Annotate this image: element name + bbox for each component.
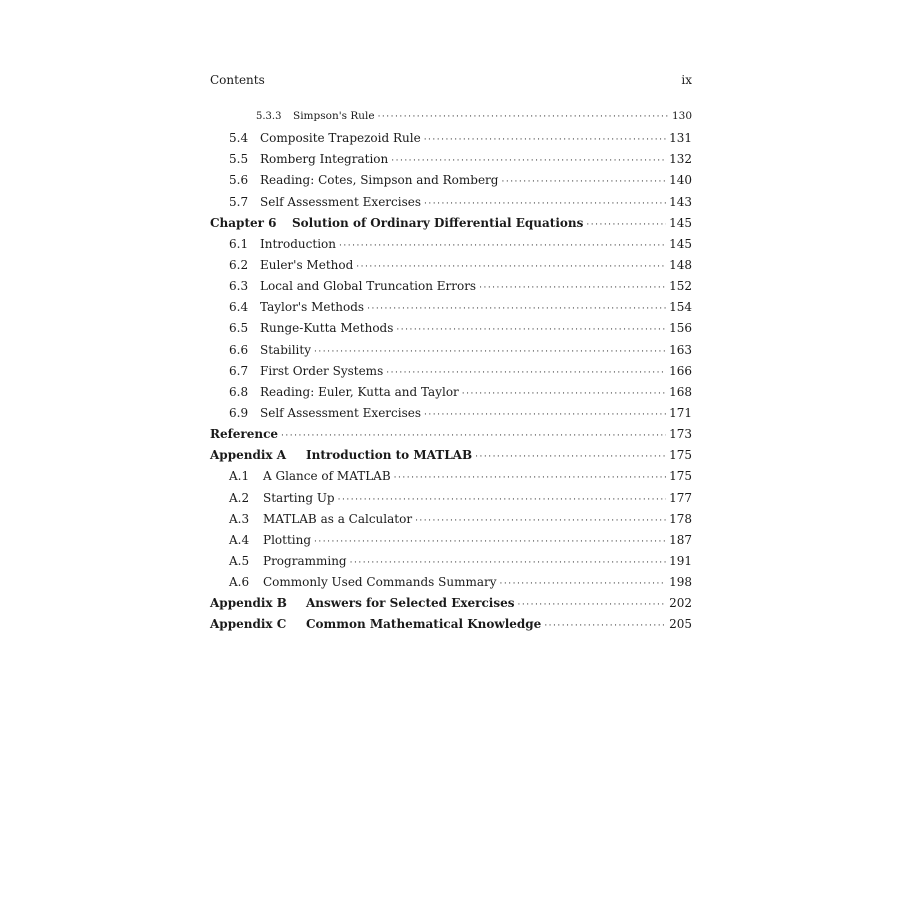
toc-entry-number: Appendix C: [210, 617, 287, 632]
toc-entry-title: Stability: [260, 342, 311, 357]
toc-entry-title: Taylor's Methods: [260, 300, 365, 315]
toc-entry-number: 6.6: [229, 342, 249, 357]
toc-entry-title: Common Mathematical Knowledge: [306, 617, 542, 632]
toc-entry-page-number: 177: [669, 490, 692, 505]
dot-leader: [479, 283, 666, 293]
toc-entry-page-number: 166: [669, 363, 692, 378]
toc-entry-page-number: 156: [669, 321, 692, 336]
toc-entry-title: Runge-Kutta Methods: [260, 321, 394, 336]
dot-leader: [391, 156, 666, 166]
toc-entry-title: Answers for Selected Exercises: [306, 596, 515, 611]
toc-entry[interactable]: [210, 364, 692, 385]
toc-entry-page-number: 202: [669, 596, 692, 611]
toc-entry-title: Introduction: [260, 236, 336, 251]
toc-entry-page-number: 154: [669, 300, 692, 315]
document-page: [210, 0, 692, 900]
toc-entry-page-number: 130: [671, 110, 692, 122]
toc-entry-number: 6.2: [229, 257, 249, 272]
dot-leader: [424, 199, 666, 209]
toc-entry[interactable]: [210, 596, 692, 617]
toc-entry-title: Simpson's Rule: [293, 110, 375, 122]
toc-entry[interactable]: [210, 533, 692, 554]
toc-entry-number: 6.1: [229, 236, 249, 251]
toc-entry[interactable]: [210, 321, 692, 342]
toc-entry-page-number: 143: [669, 194, 692, 209]
dot-leader: [415, 516, 666, 526]
toc-entry-title: Reading: Euler, Kutta and Taylor: [260, 384, 459, 399]
toc-entry-title: Starting Up: [263, 490, 335, 505]
dot-leader: [586, 220, 666, 230]
dot-leader: [356, 262, 666, 272]
table-of-contents: [210, 110, 692, 639]
toc-entry-number: A.5: [229, 553, 250, 568]
toc-entry-number: 5.7: [229, 194, 249, 209]
toc-entry-title: Reading: Cotes, Simpson and Romberg: [260, 173, 499, 188]
dot-leader: [544, 621, 666, 631]
toc-entry[interactable]: [210, 385, 692, 406]
toc-entry-title: First Order Systems: [260, 363, 384, 378]
toc-entry[interactable]: [210, 300, 692, 321]
running-header: [210, 71, 692, 89]
toc-entry-page-number: 163: [669, 342, 692, 357]
toc-entry-number: 6.4: [229, 300, 249, 315]
toc-entry-page-number: 198: [669, 575, 692, 590]
toc-entry-title: Romberg Integration: [260, 152, 389, 167]
dot-leader: [394, 473, 666, 483]
dot-leader: [501, 177, 666, 187]
toc-entry-title: MATLAB as a Calculator: [263, 511, 413, 526]
toc-entry[interactable]: [210, 575, 692, 596]
toc-entry[interactable]: [210, 195, 692, 216]
toc-entry[interactable]: [210, 258, 692, 279]
toc-entry-number: A.4: [229, 532, 250, 547]
toc-entry[interactable]: [210, 131, 692, 152]
toc-entry-page-number: 173: [669, 427, 692, 442]
toc-entry-page-number: 191: [669, 553, 692, 568]
toc-entry-number: A.6: [229, 575, 250, 590]
toc-entry-title: Composite Trapezoid Rule: [260, 131, 421, 146]
dot-leader: [475, 452, 666, 462]
dot-leader: [424, 135, 666, 145]
dot-leader: [518, 600, 667, 610]
toc-entry-number: A.2: [229, 490, 250, 505]
toc-entry-page-number: 145: [669, 236, 692, 251]
toc-entry-title: Reference: [210, 427, 279, 442]
toc-entry-title: Euler's Method: [260, 257, 354, 272]
toc-entry[interactable]: [210, 427, 692, 448]
toc-entry-title: Plotting: [263, 532, 312, 547]
toc-entry-title: Introduction to MATLAB: [306, 448, 473, 463]
toc-entry[interactable]: [210, 406, 692, 427]
toc-entry-title: Solution of Ordinary Differential Equations: [292, 215, 584, 230]
dot-leader: [378, 112, 669, 122]
toc-entry-number: 5.6: [229, 173, 249, 188]
toc-entry[interactable]: [210, 173, 692, 194]
toc-entry[interactable]: [210, 237, 692, 258]
toc-entry-number: Appendix B: [210, 596, 287, 611]
toc-entry[interactable]: [210, 469, 692, 490]
toc-entry-title: Self Assessment Exercises: [260, 405, 422, 420]
toc-entry-page-number: 171: [669, 405, 692, 420]
toc-entry-page-number: 148: [669, 257, 692, 272]
header-section-title: Contents: [210, 73, 265, 87]
dot-leader: [424, 410, 666, 420]
dot-leader: [367, 304, 666, 314]
toc-entry[interactable]: [210, 448, 692, 469]
toc-entry-page-number: 205: [669, 617, 692, 632]
toc-entry-title: Self Assessment Exercises: [260, 194, 422, 209]
toc-entry-page-number: 187: [669, 532, 692, 547]
toc-entry-page-number: 175: [669, 469, 692, 484]
toc-entry-page-number: 168: [669, 384, 692, 399]
toc-entry[interactable]: [210, 152, 692, 173]
toc-entry-title: Local and Global Truncation Errors: [260, 279, 477, 294]
dot-leader: [314, 347, 666, 357]
dot-leader: [314, 537, 666, 547]
toc-entry-number: 5.3.3: [256, 111, 282, 122]
toc-entry-number: 5.5: [229, 152, 249, 167]
dot-leader: [386, 368, 666, 378]
toc-entry[interactable]: [210, 110, 692, 131]
toc-entry-number: 5.4: [229, 131, 249, 146]
toc-entry-number: 6.9: [229, 405, 249, 420]
toc-entry[interactable]: [210, 343, 692, 364]
toc-entry-number: Chapter 6: [210, 215, 277, 230]
header-page-number: ix: [681, 73, 692, 87]
toc-entry[interactable]: [210, 279, 692, 300]
toc-entry-number: 6.5: [229, 321, 249, 336]
toc-entry-title: Commonly Used Commands Summary: [263, 575, 497, 590]
toc-entry-page-number: 131: [669, 131, 692, 146]
dot-leader: [281, 431, 666, 441]
toc-entry-title: Programming: [263, 553, 347, 568]
toc-entry-page-number: 132: [669, 152, 692, 167]
toc-entry-number: A.3: [229, 511, 250, 526]
toc-entry-number: 6.8: [229, 384, 249, 399]
toc-entry[interactable]: [210, 216, 692, 237]
toc-entry[interactable]: [210, 491, 692, 512]
dot-leader: [462, 389, 666, 399]
toc-entry[interactable]: [210, 512, 692, 533]
toc-entry-number: 6.3: [229, 279, 249, 294]
toc-entry[interactable]: [210, 554, 692, 575]
toc-entry-page-number: 178: [669, 511, 692, 526]
toc-entry-title: A Glance of MATLAB: [263, 469, 391, 484]
toc-entry-page-number: 145: [669, 215, 692, 230]
toc-entry-number: 6.7: [229, 363, 249, 378]
dot-leader: [339, 241, 666, 251]
toc-entry-number: Appendix A: [210, 448, 287, 463]
toc-entry[interactable]: [210, 617, 692, 638]
dot-leader: [500, 579, 667, 589]
toc-entry-page-number: 140: [669, 173, 692, 188]
toc-entry-number: A.1: [229, 469, 250, 484]
dot-leader: [350, 558, 666, 568]
toc-entry-page-number: 175: [669, 448, 692, 463]
toc-entry-page-number: 152: [669, 279, 692, 294]
dot-leader: [338, 495, 666, 505]
dot-leader: [396, 325, 666, 335]
